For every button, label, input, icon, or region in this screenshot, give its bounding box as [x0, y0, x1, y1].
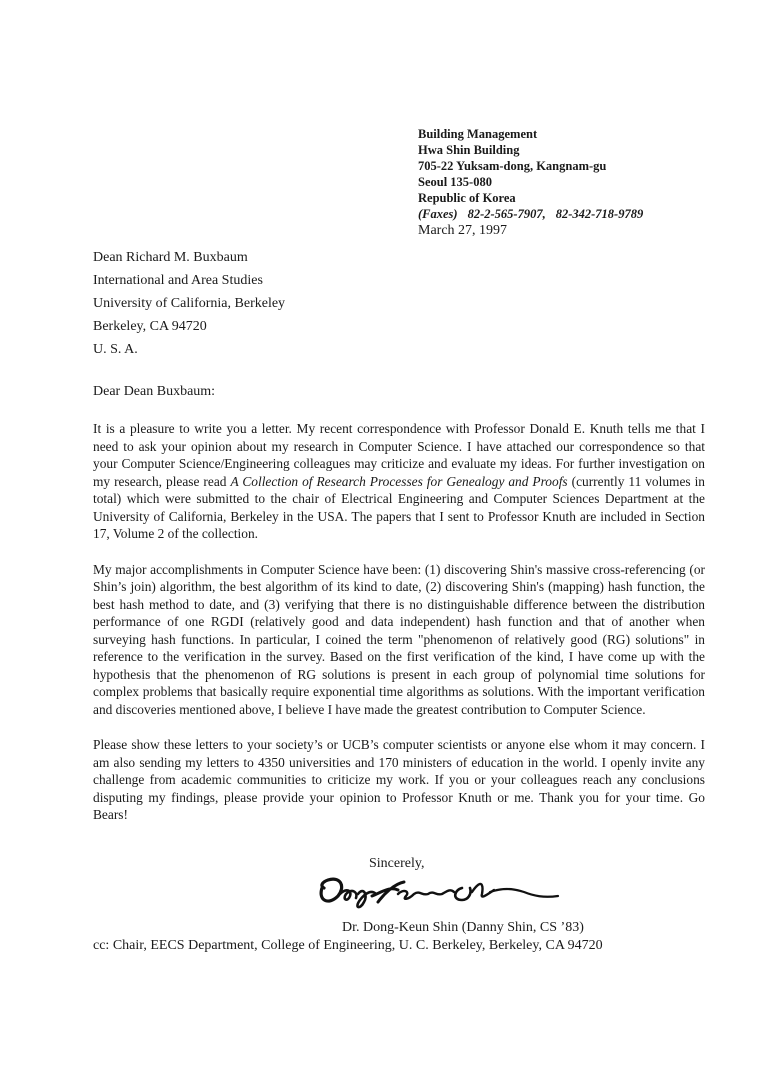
recipient-line: University of California, Berkeley	[93, 296, 286, 311]
sender-line: Republic of Korea	[418, 191, 516, 205]
cc-line: cc: Chair, EECS Department, College of Engineering, U. C. Berkeley, Berkeley, CA 94720	[93, 938, 603, 953]
sender-line: Building Management	[418, 127, 538, 141]
paragraph-3: Please show these letters to your society’s or UCB’s computer scientists or anyone else whom it may concern. I am also sending my letters to 4350 universities and 170 ministers of education in the world. I openly invite any challenge from academic communities to criticize my work. If you or your colleagues reach any conclusions disputing my findings, please provide your opinion to Professor Knuth or me. Thank you for your time. Go Bears!	[93, 737, 705, 822]
sender-fax-line	[418, 206, 643, 222]
salutation: Dear Dean Buxbaum:	[93, 384, 216, 399]
sender-line: Seoul 135-080	[418, 175, 492, 189]
fax-number: 82-2-565-7907,	[467, 207, 546, 221]
fax-label: (Faxes)	[418, 207, 458, 221]
signer-name: Dr. Dong-Keun Shin (Danny Shin, CS ’83)	[342, 920, 584, 935]
recipient-address-block	[93, 246, 285, 361]
paragraph-2: My major accomplishments in Computer Science have been: (1) discovering Shin's massive cross-referencing (or Shin’s join) algorithm, the best algorithm of its kind to date, (2) discovering Shin's (mapping) hash function, the best hash method to date, and (3) verifying that there is no distinguishable difference between the distribution performance of one RGDI (relatively good and data independent) hash function and that of another when surveying hash functions. In particular, I coined the term "phenomenon of relatively good (RG) solutions" in reference to the verification in the survey. Based on the first verification of the kind, I have come up with the hypothesis that the phenomenon of RG solutions is present in each group of polynomial time solutions for complex problems that basically require exponential time algorithms as solutions. With the important verification and discoveries mentioned above, I believe I have made the greatest contribution to Computer Science.	[93, 561, 705, 717]
collection-title: A Collection of Research Processes for Genealogy and Proofs	[230, 473, 568, 489]
letter-body	[93, 420, 705, 842]
paragraph-1-text-a: It is a pleasure to write you a letter. My recent correspondence with Professor Donald E. Knuth tells me that I need to ask your opinion about my research in Computer Science. I have attached our correspondence so that your Computer Science/Engineering colleagues may criticize and evaluate my ideas. For further investigation on my research, please read	[93, 421, 705, 489]
paragraph-1	[93, 420, 705, 543]
sender-line: 705-22 Yuksam-dong, Kangnam-gu	[418, 159, 607, 173]
handwritten-signature	[312, 866, 572, 916]
recipient-line: U. S. A.	[93, 342, 138, 357]
sender-line: Hwa Shin Building	[418, 143, 520, 157]
recipient-line: Berkeley, CA 94720	[93, 319, 207, 334]
sender-address-block	[418, 126, 643, 222]
letter-date: March 27, 1997	[418, 223, 508, 238]
closing: Sincerely,	[369, 856, 425, 871]
fax-number: 82-342-718-9789	[555, 207, 644, 221]
recipient-line: Dean Richard M. Buxbaum	[93, 250, 248, 265]
recipient-line: International and Area Studies	[93, 273, 263, 288]
paragraph-1-text-b: (currently 11 volumes in total) which were submitted to the chair of Electrical Engineering and Computer Sciences Department at the University of California, Berkeley in the USA. The papers that I sent to Professor Knuth are included in Section 17, Volume 2 of the collection.	[93, 473, 705, 541]
